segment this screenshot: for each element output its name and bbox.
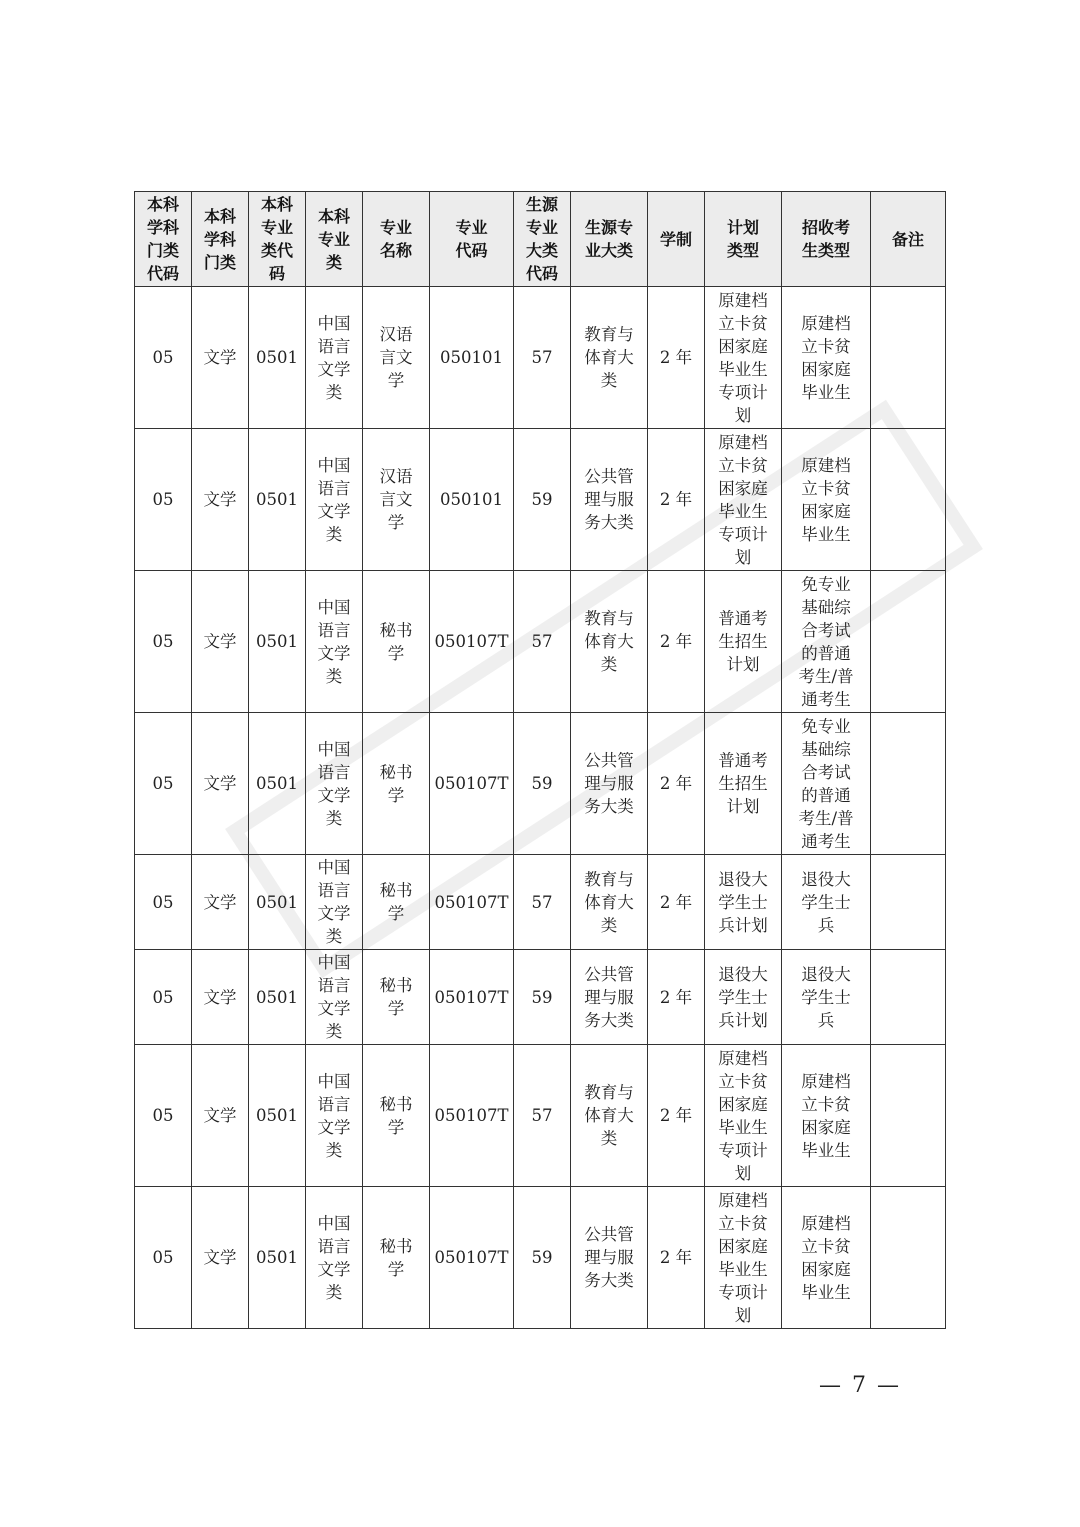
table-cell: 2 年 bbox=[648, 713, 705, 855]
table-cell: 原建档 立卡贫 困家庭 毕业生 专项计 划 bbox=[705, 429, 782, 571]
table-cell: 2 年 bbox=[648, 571, 705, 713]
table-cell: 秘书 学 bbox=[363, 1187, 430, 1329]
table-cell: 秘书 学 bbox=[363, 713, 430, 855]
table-cell: 0501 bbox=[249, 950, 306, 1045]
table-cell: 59 bbox=[514, 1187, 571, 1329]
header-cell-class: 本科 专业 类 bbox=[306, 192, 363, 287]
table-cell: 公共管 理与服 务大类 bbox=[571, 950, 648, 1045]
table-cell: 公共管 理与服 务大类 bbox=[571, 713, 648, 855]
table-cell bbox=[871, 429, 946, 571]
table-cell bbox=[871, 1045, 946, 1187]
table-cell: 普通考 生招生 计划 bbox=[705, 713, 782, 855]
table-cell: 2 年 bbox=[648, 855, 705, 950]
table-cell: 中国 语言 文学 类 bbox=[306, 855, 363, 950]
table-cell: 文学 bbox=[192, 571, 249, 713]
table-cell: 中国 语言 文学 类 bbox=[306, 713, 363, 855]
table-cell: 0501 bbox=[249, 287, 306, 429]
table-cell: 2 年 bbox=[648, 950, 705, 1045]
table-cell: 0501 bbox=[249, 1187, 306, 1329]
table-cell: 050101 bbox=[430, 429, 514, 571]
table-cell: 普通考 生招生 计划 bbox=[705, 571, 782, 713]
table-cell: 退役大 学生士 兵 bbox=[782, 855, 871, 950]
table-cell: 教育与 体育大 类 bbox=[571, 1045, 648, 1187]
table-cell: 59 bbox=[514, 429, 571, 571]
table-cell: 教育与 体育大 类 bbox=[571, 571, 648, 713]
table-cell: 05 bbox=[135, 855, 192, 950]
table-cell: 050107T bbox=[430, 855, 514, 950]
table-cell: 050107T bbox=[430, 713, 514, 855]
table-cell: 退役大 学生士 兵计划 bbox=[705, 855, 782, 950]
table-cell: 中国 语言 文学 类 bbox=[306, 429, 363, 571]
table-cell: 05 bbox=[135, 571, 192, 713]
table-row bbox=[135, 1187, 946, 1329]
table-cell: 文学 bbox=[192, 287, 249, 429]
table-cell: 05 bbox=[135, 1045, 192, 1187]
table-cell: 文学 bbox=[192, 1187, 249, 1329]
table-row bbox=[135, 429, 946, 571]
table-cell: 0501 bbox=[249, 1045, 306, 1187]
table-cell bbox=[871, 287, 946, 429]
header-cell-student-type: 招收考 生类型 bbox=[782, 192, 871, 287]
table-cell: 050107T bbox=[430, 571, 514, 713]
table-cell: 2 年 bbox=[648, 429, 705, 571]
table-cell: 2 年 bbox=[648, 1045, 705, 1187]
table-cell bbox=[871, 571, 946, 713]
header-cell-category: 本科 学科 门类 bbox=[192, 192, 249, 287]
table-cell: 57 bbox=[514, 1045, 571, 1187]
table-cell: 05 bbox=[135, 287, 192, 429]
table-cell: 中国 语言 文学 类 bbox=[306, 950, 363, 1045]
table-cell: 秘书 学 bbox=[363, 571, 430, 713]
table-cell: 0501 bbox=[249, 429, 306, 571]
table-cell: 教育与 体育大 类 bbox=[571, 287, 648, 429]
table-cell: 050101 bbox=[430, 287, 514, 429]
table-cell: 57 bbox=[514, 571, 571, 713]
table-cell: 050107T bbox=[430, 1045, 514, 1187]
table-cell: 原建档 立卡贫 困家庭 毕业生 bbox=[782, 1187, 871, 1329]
table-cell: 中国 语言 文学 类 bbox=[306, 1187, 363, 1329]
table-cell: 教育与 体育大 类 bbox=[571, 855, 648, 950]
header-row bbox=[135, 192, 946, 287]
table-cell: 原建档 立卡贫 困家庭 毕业生 bbox=[782, 287, 871, 429]
table-cell bbox=[871, 1187, 946, 1329]
page-number: — 7 — bbox=[819, 1373, 901, 1398]
table-cell: 0501 bbox=[249, 855, 306, 950]
table-cell: 公共管 理与服 务大类 bbox=[571, 429, 648, 571]
table-cell: 文学 bbox=[192, 950, 249, 1045]
table-cell bbox=[871, 855, 946, 950]
table-cell: 文学 bbox=[192, 713, 249, 855]
table-cell bbox=[871, 950, 946, 1045]
table-cell: 文学 bbox=[192, 429, 249, 571]
table-cell: 文学 bbox=[192, 1045, 249, 1187]
table-cell: 59 bbox=[514, 713, 571, 855]
table-row bbox=[135, 287, 946, 429]
table-cell: 2 年 bbox=[648, 287, 705, 429]
table-cell: 退役大 学生士 兵计划 bbox=[705, 950, 782, 1045]
table-row bbox=[135, 713, 946, 855]
header-cell-major-code: 专业 代码 bbox=[430, 192, 514, 287]
table-cell: 原建档 立卡贫 困家庭 毕业生 专项计 划 bbox=[705, 287, 782, 429]
table-cell: 原建档 立卡贫 困家庭 毕业生 专项计 划 bbox=[705, 1187, 782, 1329]
table-cell: 退役大 学生士 兵 bbox=[782, 950, 871, 1045]
header-cell-class-code: 本科 专业 类代 码 bbox=[249, 192, 306, 287]
table-cell: 57 bbox=[514, 287, 571, 429]
table-cell bbox=[871, 713, 946, 855]
header-cell-duration: 学制 bbox=[648, 192, 705, 287]
header-cell-major-name: 专业 名称 bbox=[363, 192, 430, 287]
table-cell: 免专业 基础综 合考试 的普通 考生/普 通考生 bbox=[782, 713, 871, 855]
table-cell: 汉语 言文 学 bbox=[363, 287, 430, 429]
table-cell: 原建档 立卡贫 困家庭 毕业生 bbox=[782, 1045, 871, 1187]
table-cell: 050107T bbox=[430, 1187, 514, 1329]
table-row bbox=[135, 950, 946, 1045]
table-cell: 050107T bbox=[430, 950, 514, 1045]
enrollment-plan-table bbox=[134, 191, 946, 1329]
table-cell: 秘书 学 bbox=[363, 1045, 430, 1187]
header-cell-remarks: 备注 bbox=[871, 192, 946, 287]
table-cell: 59 bbox=[514, 950, 571, 1045]
table-cell: 原建档 立卡贫 困家庭 毕业生 专项计 划 bbox=[705, 1045, 782, 1187]
table-cell: 05 bbox=[135, 429, 192, 571]
table-row bbox=[135, 855, 946, 950]
table-cell: 中国 语言 文学 类 bbox=[306, 571, 363, 713]
table-cell: 公共管 理与服 务大类 bbox=[571, 1187, 648, 1329]
table-cell: 中国 语言 文学 类 bbox=[306, 287, 363, 429]
table-cell: 05 bbox=[135, 1187, 192, 1329]
table-cell: 中国 语言 文学 类 bbox=[306, 1045, 363, 1187]
table-cell: 05 bbox=[135, 713, 192, 855]
table-cell: 原建档 立卡贫 困家庭 毕业生 bbox=[782, 429, 871, 571]
table-cell: 秘书 学 bbox=[363, 855, 430, 950]
table-cell: 0501 bbox=[249, 571, 306, 713]
table-cell: 文学 bbox=[192, 855, 249, 950]
table-row bbox=[135, 1045, 946, 1187]
table-row bbox=[135, 571, 946, 713]
table-cell: 汉语 言文 学 bbox=[363, 429, 430, 571]
table-cell: 57 bbox=[514, 855, 571, 950]
table-cell: 05 bbox=[135, 950, 192, 1045]
header-cell-source-class: 生源专 业大类 bbox=[571, 192, 648, 287]
header-cell-category-code: 本科 学科 门类 代码 bbox=[135, 192, 192, 287]
table-cell: 2 年 bbox=[648, 1187, 705, 1329]
table-cell: 0501 bbox=[249, 713, 306, 855]
table-cell: 免专业 基础综 合考试 的普通 考生/普 通考生 bbox=[782, 571, 871, 713]
header-cell-source-code: 生源 专业 大类 代码 bbox=[514, 192, 571, 287]
header-cell-plan-type: 计划 类型 bbox=[705, 192, 782, 287]
table-cell: 秘书 学 bbox=[363, 950, 430, 1045]
